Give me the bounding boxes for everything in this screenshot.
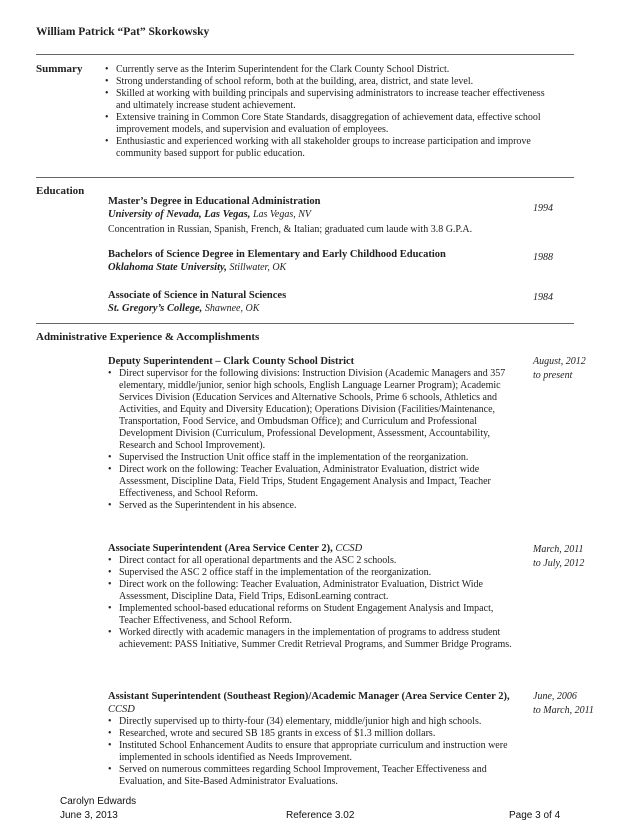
divider [36,323,574,324]
footer-page-number: Page 3 of 4 [509,810,561,821]
list-item: • Direct contact for all operational departments and the ASC 2 schools. [108,555,523,567]
job-date-start: March, 2011 [533,544,584,555]
school-line [108,262,286,273]
list-item: • Direct work on the following: Teacher Evaluation, Administrator Evaluation, District Wide Assessment, Discipline Data, Field Trips, EdisonLearning contract. [108,579,523,603]
job-dates [533,355,586,383]
job-dates [533,543,584,571]
education-heading: Education [36,185,85,197]
degree-title: Associate of Science in Natural Sciences [108,290,287,301]
list-item: • Direct work on the following: Teacher Evaluation, Administrator Evaluation, district wide Assessment, Discipline Data, Field Trips, Student Engagement Analysis and Impact, Teacher Effectiveness, and School Reform. [108,464,523,500]
job-org: CCSD [335,543,363,554]
list-item: • Supervised the Instruction Unit office staff in the implementation of the reorganization. [108,452,523,464]
school-location: Las Vegas, NV [252,209,312,220]
divider [36,177,574,178]
job-bullets [108,368,523,512]
list-item: • Enthusiastic and experienced working with all stakeholder groups to increase participation and improve community based support for public education. [105,136,545,160]
resume-name: William Patrick “Pat” Skorkowsky [36,26,210,38]
list-item: • Skilled at working with building principals and supervising administrators to increase teacher effectiveness and ultimately increase student achievement. [105,88,545,112]
job-date-end: to July, 2012 [533,558,585,569]
list-item: • Currently serve as the Interim Superintendent for the Clark County School District. [105,64,545,76]
job-bullets [108,555,523,651]
school-name: St. Gregory’s College, [108,303,203,314]
list-item: • Directly supervised up to thirty-four (34) elementary, middle/junior high and high schools. [108,716,523,728]
job-dates [533,690,594,718]
list-item: • Strong understanding of school reform, both at the building, area, district, and state level. [105,76,545,88]
experience-heading: Administrative Experience & Accomplishments [36,331,260,343]
degree-year: 1984 [533,292,553,303]
divider [36,54,574,55]
degree-year: 1994 [533,203,553,214]
footer-date: June 3, 2013 [60,810,118,821]
list-item: • Implemented school-based educational reforms on Student Engagement Analysis and Impact, Teacher Effectiveness, and School Reform. [108,603,523,627]
degree-note: Concentration in Russian, Spanish, French, & Italian; graduated cum laude with 3.8 G.P.A. [108,224,473,235]
job-title [108,355,518,368]
job-title [108,690,518,716]
list-item: • Served as the Superintendent in his absence. [108,500,523,512]
job-date-start: June, 2006 [533,691,577,702]
list-item: • Supervised the ASC 2 office staff in the implementation of the reorganization. [108,567,523,579]
footer-reference: Reference 3.02 [286,810,355,821]
list-item: • Worked directly with academic managers in the implementation of programs to address student achievement: PASS Initiative, Summer Credit Retrieval Programs, and Summer Bridge Programs. [108,627,523,651]
list-item: • Instituted School Enhancement Audits to ensure that appropriate curriculum and instruction were implemented in schools identified as Needs Improvement. [108,740,523,764]
job-date-end: to present [533,370,573,381]
job-org: CCSD [108,704,135,715]
list-item: • Direct supervisor for the following divisions: Instruction Division (Academic Managers and 357 elementary, middle/junior, senior high schools, English Language Learner Program); Academic Services Division (Education Services and Alternative Schools, Prime 6 schools, Athletics and Activities, and Equity and Diversity Education); Operations Division (Facilities/Maintenance, Transportation, Food Service, and Ombudsman Office); and Curriculum and Professional Development Division (Curriculum, Professional Development, Assessment, Accountability, Research and School Improvement). [108,368,523,452]
summary-list [105,64,545,160]
job-title [108,542,518,555]
degree-year: 1988 [533,252,553,263]
school-name: University of Nevada, Las Vegas, [108,209,251,220]
job-position: Associate Superintendent (Area Service Center 2), [108,543,333,554]
degree-title: Master’s Degree in Educational Administration [108,196,321,207]
job-date-start: August, 2012 [533,356,586,367]
school-line [108,209,311,220]
summary-heading: Summary [36,63,83,75]
job-date-end: to March, 2011 [533,705,594,716]
footer-author: Carolyn Edwards [60,796,137,807]
list-item: • Researched, wrote and secured SB 185 grants in excess of $1.3 million dollars. [108,728,523,740]
school-name: Oklahoma State University, [108,262,227,273]
degree-title: Bachelors of Science Degree in Elementary and Early Childhood Education [108,249,446,260]
school-location: Stillwater, OK [229,262,287,273]
list-item: • Served on numerous committees regarding School Improvement, Teacher Effectiveness and Evaluation, and Site-Based Administrator Evaluations. [108,764,523,788]
school-location: Shawnee, OK [204,303,260,314]
school-line [108,303,259,314]
job-position: Assistant Superintendent (Southeast Region)/Academic Manager (Area Service Center 2), [108,691,510,702]
list-item: • Extensive training in Common Core State Standards, disaggregation of achievement data, effective school improvement models, and supervision and evaluation of employees. [105,112,545,136]
job-position: Deputy Superintendent – Clark County School District [108,356,355,367]
job-bullets [108,716,523,788]
